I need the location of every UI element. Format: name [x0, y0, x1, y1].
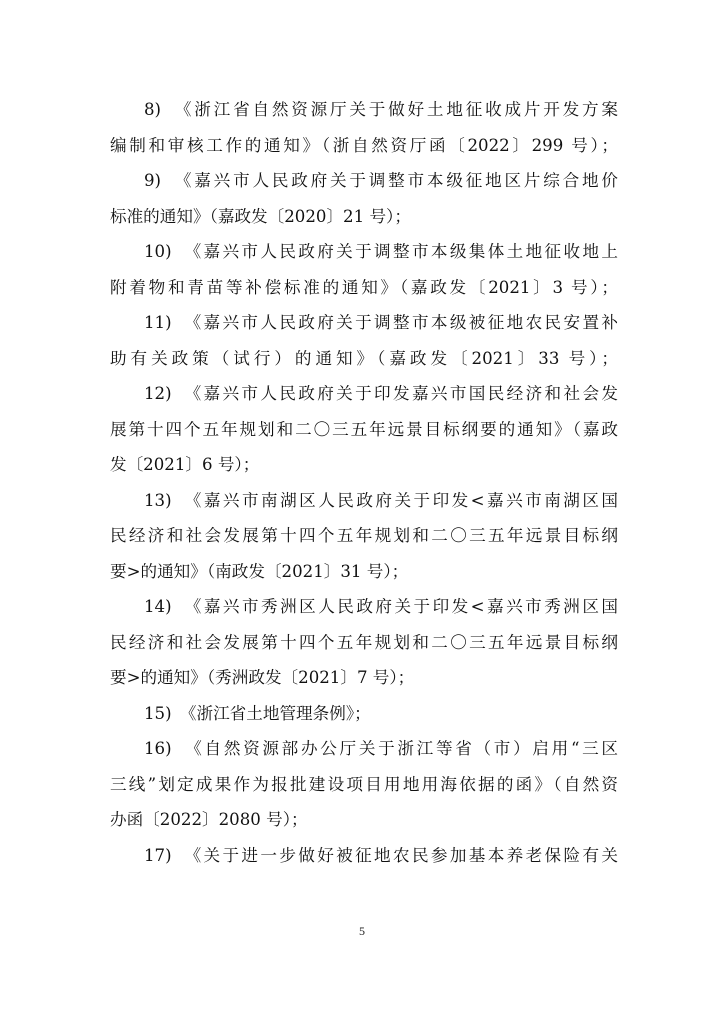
list-item-9-line-1: 9) 《嘉兴市人民政府关于调整市本级征地区片综合地价 [144, 171, 618, 190]
list-item-9-line-2: 标准的通知》（嘉政发〔2020〕21 号）； [110, 206, 411, 226]
list-item-8-line-2: 编制和审核工作的通知》（浙自然资厅函〔2022〕299 号）； [110, 135, 618, 155]
document-body [110, 92, 618, 873]
list-item-17-line-1: 17) 《关于进一步做好被征地农民参加基本养老保险有关 [144, 845, 618, 865]
list-item-11-line-1: 11) 《嘉兴市人民政府关于调整市本级被征地农民安置补 [144, 313, 618, 332]
list-item-10-line-2: 附着物和青苗等补偿标准的通知》（嘉政发〔2021〕3 号）； [110, 277, 618, 297]
page-number: 5 [359, 924, 365, 938]
list-item-12-line-2: 展第十四个五年规划和二〇三五年远景目标纲要的通知》（嘉政 [110, 419, 618, 439]
list-item-13-line-2: 民经济和社会发展第十四个五年规划和二〇三五年远景目标纲 [110, 526, 618, 545]
list-item-14-line-2: 民经济和社会发展第十四个五年规划和二〇三五年远景目标纲 [110, 632, 618, 652]
list-item-14-line-3: 要>的通知》（秀洲政发〔2021〕7 号）； [110, 668, 415, 687]
list-item-16-line-2: 三线”划定成果作为报批建设项目用地用海依据的函》（自然资 [110, 774, 618, 794]
list-item-16-line-3: 办函〔2022〕2080 号）； [110, 810, 308, 829]
list-item-13-line-1: 13) 《嘉兴市南湖区人民政府关于印发<嘉兴市南湖区国 [144, 490, 618, 510]
list-item-12-line-1: 12) 《嘉兴市人民政府关于印发嘉兴市国民经济和社会发 [144, 384, 618, 403]
list-item-15-line-1: 15) 《浙江省土地管理条例》； [144, 703, 371, 723]
list-item-11-line-2: 助有关政策（试行）的通知》（嘉政发〔2021〕33 号）； [110, 348, 618, 368]
list-item-8-line-1: 8) 《浙江省自然资源厅关于做好土地征收成片开发方案 [144, 100, 618, 119]
list-item-16-line-1: 16) 《自然资源部办公厅关于浙江等省（市）启用“三区 [144, 739, 618, 758]
list-item-10-line-1: 10) 《嘉兴市人民政府关于调整市本级集体土地征收地上 [144, 242, 618, 261]
list-item-13-line-3: 要>的通知》（南政发〔2021〕31 号）； [110, 561, 409, 581]
list-item-14-line-1: 14) 《嘉兴市秀洲区人民政府关于印发<嘉兴市秀洲区国 [144, 597, 618, 616]
list-item-12-line-3: 发〔2021〕6 号）； [110, 455, 260, 474]
